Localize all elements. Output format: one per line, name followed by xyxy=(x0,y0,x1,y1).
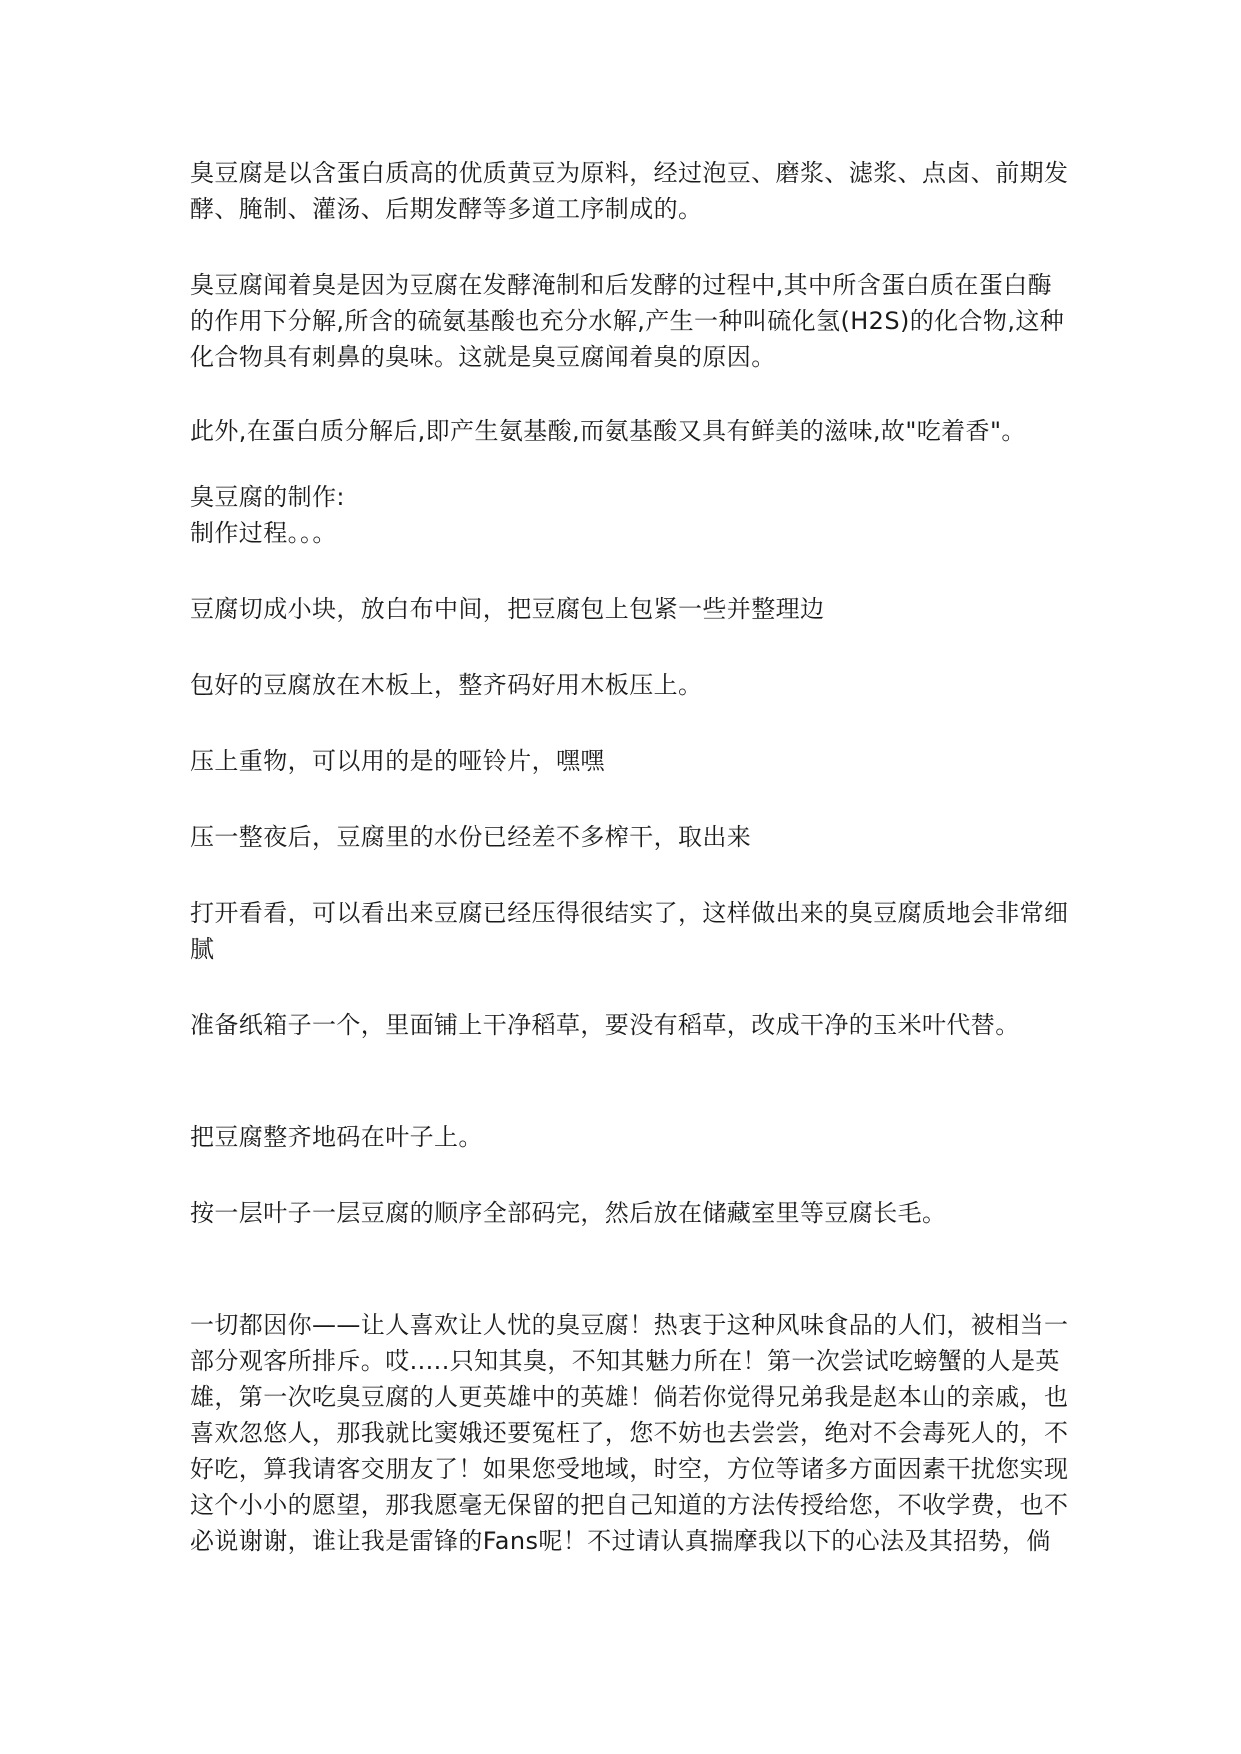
step-paragraph-4: 压一整夜后，豆腐里的水份已经差不多榨干，取出来 xyxy=(190,823,752,851)
document-body xyxy=(190,155,1080,1559)
step-paragraph-1: 豆腐切成小块，放白布中间，把豆腐包上包紧一些并整理边 xyxy=(190,595,825,623)
intro-paragraph: 臭豆腐是以含蛋白质高的优质黄豆为原料，经过泡豆、磨浆、滤浆、点卤、前期发 酵、腌制、灌汤、后期发酵等多道工序制成的。 xyxy=(190,159,1069,223)
step-paragraph-2: 包好的豆腐放在木板上，整齐码好用木板压上。 xyxy=(190,671,703,699)
step-paragraph-7: 把豆腐整齐地码在叶子上。 xyxy=(190,1123,483,1151)
fragrance-paragraph: 此外,在蛋白质分解后,即产生氨基酸,而氨基酸又具有鲜美的滋味,故"吃着香"。 xyxy=(190,417,1026,445)
making-heading: 臭豆腐的制作: 制作过程。。。 xyxy=(190,483,345,547)
step-paragraph-8: 按一层叶子一层豆腐的顺序全部码完，然后放在储藏室里等豆腐长毛。 xyxy=(190,1199,947,1227)
step-paragraph-6: 准备纸箱子一个，里面铺上干净稻草，要没有稻草，改成干净的玉米叶代替。 xyxy=(190,1011,1020,1039)
closing-paragraph: 一切都因你——让人喜欢让人忧的臭豆腐！热衷于这种风味食品的人们，被相当一 部分观客所排斥。哎.....只知其臭，不知其魅力所在！第一次尝试吃螃蟹的人是英 雄，第一次吃臭豆腐的人更英雄中的英雄！倘若你觉得兄弟我是赵本山的亲戚，也 喜欢忽悠人，那我就比窦娥还要冤枉了，您不妨也去尝尝，绝对不会毒死人的，不 好吃，算我请客交朋友了！如果您受地域，时空，方位等诸多方面因素干扰您实现 这个小小的愿望，那我愿毫无保留的把自己知道的方法传授给您，不收学费，也不 必说谢谢，谁让我是雷锋的Fans呢！不过请认真揣摩我以下的心法及其招势，倘 xyxy=(190,1311,1069,1555)
step-paragraph-5: 打开看看，可以看出来豆腐已经压得很结实了，这样做出来的臭豆腐质地会非常细 腻 xyxy=(190,899,1069,963)
step-paragraph-3: 压上重物，可以用的是的哑铃片，嘿嘿 xyxy=(190,747,605,775)
smell-cause-paragraph: 臭豆腐闻着臭是因为豆腐在发酵淹制和后发酵的过程中,其中所含蛋白质在蛋白酶 的作用下分解,所含的硫氨基酸也充分水解,产生一种叫硫化氢(H2S)的化合物,这种 化合物具有刺鼻的臭味。这就是臭豆腐闻着臭的原因。 xyxy=(190,271,1065,371)
